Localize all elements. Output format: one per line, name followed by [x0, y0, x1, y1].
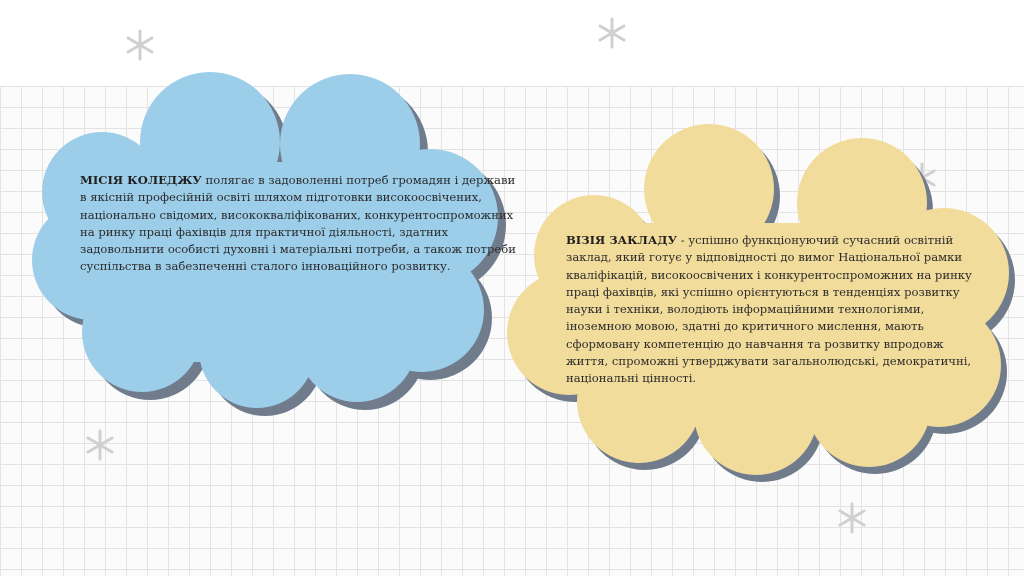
mission-heading: МІСІЯ КОЛЕДЖУ — [80, 173, 202, 187]
vision-body: - успішно функціонуючий сучасний освітній заклад, який готує у відповідності до вимог Національної рамки кваліфікацій, високоосвічених і конкурентоспроможних на ринку праці фахівців, які успішно орієнтуються в тенденціях розвитку науки і техніки, володіють інформаційними технологіями, іноземною мовою, здатні до критичного мислення, мають сформовану компетенцію до навчання та розвитку впродовж життя, спроможні утверджувати загальнолюдські, демократичні, національні цінності. — [566, 233, 972, 386]
vision-heading: ВІЗІЯ ЗАКЛАДУ — [566, 233, 678, 247]
vision-text — [566, 232, 986, 388]
mission-text — [80, 172, 525, 276]
mission-body: полягає в задоволенні потреб громадян і держави в якісній професійній освіті шляхом підготовки високоосвічених, національно свідомих, висококваліфікованих, конкурентоспроможних на ринку праці фахівців для практичної діяльності, здатних задовольнити особисті духовні і матеріальні потреби, а також потреби суспільства в забезпеченні сталого інноваційного розвитку. — [80, 173, 516, 274]
